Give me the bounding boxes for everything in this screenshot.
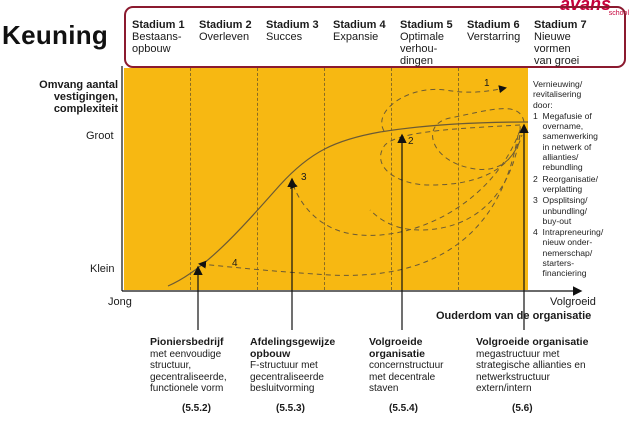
revitalisation-note (533, 79, 631, 279)
description-body: F-structuur met gecentraliseerde besluitvorming (250, 360, 324, 394)
note-item: 2 Reorganisatie/ verplatting (533, 173, 598, 194)
stage-sub: Succes (266, 31, 303, 43)
stage-title: Stadium 6 (467, 19, 520, 31)
stage-description-mega (476, 337, 632, 414)
description-ref: (5.5.3) (276, 402, 305, 414)
description-body: megastructuur met strategische allianties en netwerkstructuur extern/intern (476, 348, 586, 394)
stage-description-mature (369, 337, 473, 414)
stage-title: Stadium 2 (199, 19, 252, 31)
stage-sub: Verstarring (467, 31, 521, 43)
stage-sub: Bestaans- opbouw (132, 31, 182, 55)
stage-title: Stadium 1 (132, 19, 185, 31)
description-body: met eenvoudige structuur, gecentraliseerde, functionele vorm (150, 348, 227, 394)
description-heading: Pioniersbedrijf (150, 336, 224, 348)
loop-2 (433, 109, 524, 170)
curve-label-4: 4 (232, 258, 238, 269)
x-axis-end: Volgroeid (550, 296, 596, 308)
stage-description-pioneer (150, 337, 260, 414)
curve-label-2: 2 (408, 136, 414, 147)
growth-curve (168, 122, 528, 286)
curve-label-1: 1 (484, 78, 490, 89)
loop-4 (200, 135, 518, 275)
stage-title: Stadium 4 (333, 19, 386, 31)
curve-label-3: 3 (301, 172, 307, 183)
loop-3 (292, 130, 520, 235)
y-tick-high: Groot (86, 130, 114, 142)
description-ref: (5.6) (512, 402, 533, 414)
note-item: 1 Megafusie of overname, samenwerking in netwerk of allianties/ rebundling (533, 110, 598, 173)
y-axis-title: Omvang aantal vestigingen, complexiteit (39, 79, 118, 115)
note-item: 3 Opsplitsing/ unbundling/ buy-out (533, 195, 588, 226)
logo-name: avans (559, 0, 611, 14)
brand-title: Keuning (2, 20, 109, 50)
y-tick-low: Klein (90, 263, 115, 275)
description-ref: (5.5.4) (389, 402, 418, 414)
stage-sub: Optimale verhou- dingen (400, 31, 445, 67)
x-axis-title: Ouderdom van de organisatie (436, 310, 592, 322)
stage-title: Stadium 7 (534, 19, 587, 31)
stage-description-division (250, 337, 362, 414)
description-heading: Volgroeide organisatie (369, 336, 426, 360)
note-intro: Vernieuwing/ revitalisering door: (533, 79, 583, 110)
description-ref: (5.5.2) (182, 402, 211, 414)
stage-sub: Expansie (333, 31, 379, 43)
description-heading: Afdelingsgewijze opbouw (250, 336, 336, 360)
note-item: 4 Intrapreneuring/ nieuw onder- nemerschap/ starters- financiering (533, 227, 604, 279)
description-heading: Volgroeide organisatie (476, 336, 589, 348)
description-body: concernstructuur met decentrale staven (369, 360, 444, 394)
stage-title: Stadium 5 (400, 19, 453, 31)
loop-extra (370, 135, 520, 230)
stage-sub: Overleven (199, 31, 250, 43)
logo-sub: school (608, 10, 629, 17)
x-axis-start: Jong (108, 296, 132, 308)
stage-sub: Nieuwe vormen van groei (534, 31, 580, 67)
stage-title: Stadium 3 (266, 19, 319, 31)
